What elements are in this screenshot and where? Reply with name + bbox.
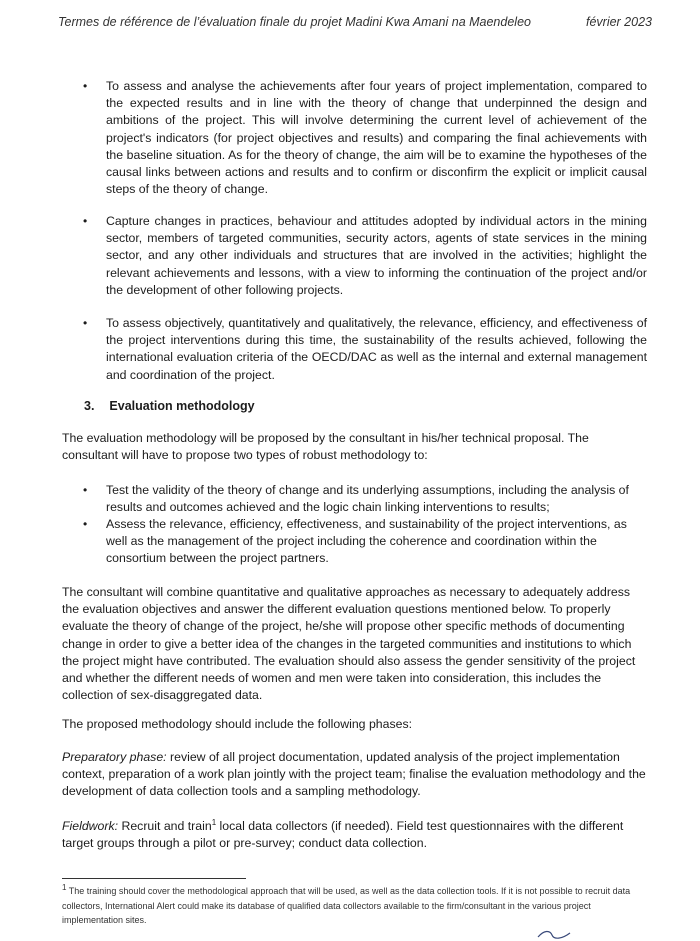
footnote-divider: [62, 878, 246, 879]
bullet-icon: •: [83, 483, 88, 497]
fieldwork-text-a: Recruit and train: [118, 819, 212, 833]
fieldwork-text-b: local data collectors (if needed). Field test questionnaires with the different target groups through a pilot or pre-survey; conduct data collection.: [62, 819, 624, 851]
objective-text: Capture changes in practices, behaviour and attitudes adopted by individual actors in the mining sector, members of targeted communities, security actors, agents of state services in the mining sector, and any other individuals and structures that are involved in the activities; highlight the relevant achievements and lessons, with a view to informing the continuation of the project and/or the development of other following projects.: [106, 214, 647, 297]
bullet-icon: •: [83, 316, 88, 330]
fieldwork-label: Fieldwork:: [62, 819, 119, 833]
objective-text: To assess and analyse the achievements after four years of project implementation, compared to the expected results and in line with the theory of change that underpinned the design and ambitions of the project. This will involve determining the current level of achievement of the project's indicators (for project objectives and results) and comparing the final achievements with the baseline situation. As for the theory of change, the aim will be to examine the hypotheses of the causal links between actions and results and to confirm or disconfirm the explicit or implicit causal steps of the theory of change.: [106, 79, 647, 197]
objective-text: To assess objectively, quantitatively and qualitatively, the relevance, efficiency, and effectiveness of the project interventions during this time, the sustainability of the results achieved, following the international evaluation criteria of the OECD/DAC as well as the internal and external management and coordination of the project.: [106, 316, 647, 382]
signature-mark: [536, 928, 572, 941]
methodology-intro: The evaluation methodology will be proposed by the consultant in his/her technical proposal. The consultant will have to propose two types of robust methodology to:: [62, 431, 589, 463]
footnote-mark: 1: [62, 883, 67, 892]
page-header: [58, 15, 652, 29]
footnote-reference[interactable]: 1: [211, 817, 217, 827]
phases-intro: The proposed methodology should include the following phases:: [62, 717, 413, 731]
bullet-icon: •: [83, 517, 88, 531]
section-number: 3.: [84, 399, 95, 413]
methodology-bullet-2: [83, 516, 647, 568]
fieldwork-phase: [62, 818, 646, 852]
header-date: février 2023: [585, 15, 652, 29]
preparatory-phase: [62, 749, 646, 801]
footnote-text: The training should cover the methodological approach that will be used, as well as the data collection tools. If it is not possible to recruit data collectors, International Alert could make its database of qualified data collectors available to the firm/consultant in the various project implementation sites.: [62, 886, 631, 925]
header-title: Termes de référence de l’évaluation finale du projet Madini Kwa Amani na Maendeleo: [58, 15, 531, 29]
methodology-bullet-text: Assess the relevance, efficiency, effectiveness, and sustainability of the project interventions, as well as the management of the project including the coherence and coordination within the consortium between the project partners.: [106, 517, 627, 566]
objective-item-2: [83, 213, 647, 299]
bullet-icon: •: [83, 214, 88, 228]
preparatory-label: Preparatory phase:: [62, 750, 167, 764]
objective-item-3: [83, 315, 647, 384]
objective-item-1: [83, 78, 647, 198]
methodology-bullet-1: [83, 482, 647, 516]
footnote: [62, 884, 647, 928]
approach-paragraph: The consultant will combine quantitative and qualitative approaches as necessary to adequately address the evaluation objectives and answer the different evaluation questions mentioned below. To properly evaluate the theory of change of the project, he/she will propose other specific methods of documenting change in order to give a better idea of the changes in the targeted communities and institutions to which the project might have contributed. The evaluation should also assess the gender sensitivity of the project and whether the different needs of women and men were taken into consideration, this includes the collection of sex-disaggregated data.: [62, 585, 636, 703]
section-title: Evaluation methodology: [109, 399, 255, 413]
preparatory-text: review of all project documentation, updated analysis of the project implementation context, preparation of a work plan jointly with the project team; finalise the evaluation methodology and the development of data collection tools and a sampling methodology.: [62, 750, 646, 799]
methodology-bullet-text: Test the validity of the theory of change and its underlying assumptions, including the analysis of results and outcomes achieved and the logic chain linking interventions to results;: [106, 483, 629, 515]
section-heading: [84, 399, 255, 413]
bullet-icon: •: [83, 79, 88, 93]
